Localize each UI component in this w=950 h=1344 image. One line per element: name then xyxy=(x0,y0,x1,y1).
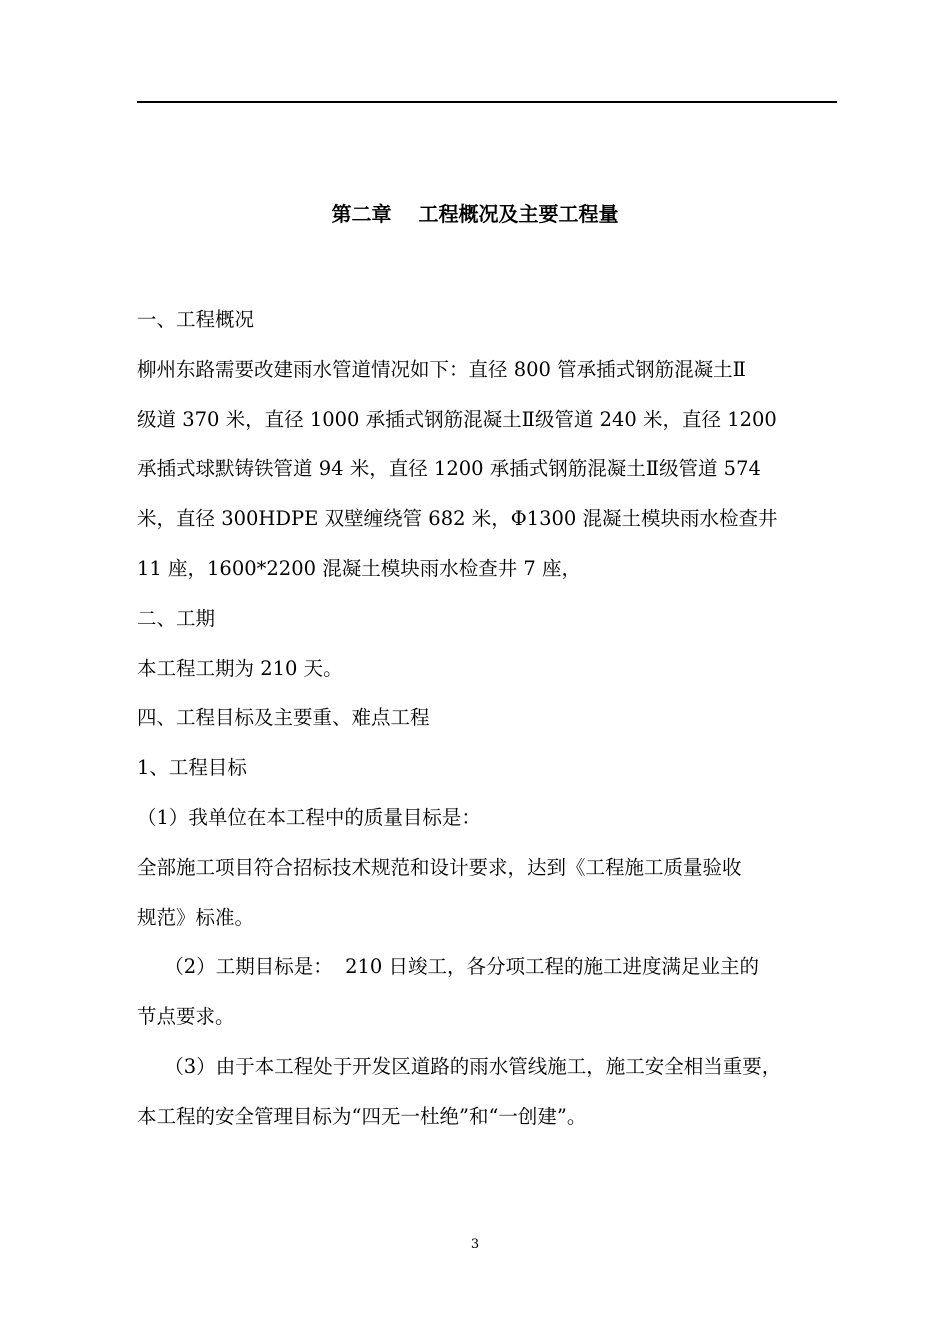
quality-goal-line: 规范》标准。 xyxy=(137,905,255,929)
overview-line: 级道 370 米，直径 1000 承插式钢筋混凝土Ⅱ级管道 240 米，直径 1200 xyxy=(137,407,777,431)
document-body xyxy=(137,295,837,1142)
schedule-text: 本工程工期为 210 天。 xyxy=(137,656,343,680)
section-heading-overview: 一、工程概况 xyxy=(137,308,255,331)
overview-line: 柳州东路需要改建雨水管道情况如下：直径 800 管承插式钢筋混凝土Ⅱ xyxy=(137,357,746,381)
overview-line: 米，直径 300HDPE 双壁缠绕管 682 米，Φ1300 混凝土模块雨水检查井 xyxy=(137,507,778,531)
section-heading-schedule: 二、工期 xyxy=(137,606,216,630)
header-rule xyxy=(137,101,837,103)
page-number: 3 xyxy=(470,1237,480,1252)
schedule-goal-line: 节点要求。 xyxy=(137,1005,235,1029)
safety-goal-line: （3）由于本工程处于开发区道路的雨水管线施工，施工安全相当重要， xyxy=(164,1054,782,1078)
quality-goal-line: 全部施工项目符合招标技术规范和设计要求，达到《工程施工质量验收 xyxy=(137,855,742,879)
safety-goal-line: 本工程的安全管理目标为“四无一杜绝”和“一创建”。 xyxy=(137,1104,587,1128)
schedule-goal-line: （2）工期目标是： 210 日竣工，各分项工程的施工进度满足业主的 xyxy=(164,955,760,979)
overview-line: 11 座，1600*2200 混凝土模块雨水检查井 7 座， xyxy=(137,556,582,580)
subsection-heading-project-goals: 1、工程目标 xyxy=(137,756,247,780)
section-heading-goals: 四、工程目标及主要重、难点工程 xyxy=(137,706,430,730)
overview-line: 承插式球默铸铁管道 94 米，直径 1200 承插式钢筋混凝土Ⅱ级管道 574 xyxy=(137,457,761,481)
quality-goal-intro: （1）我单位在本工程中的质量目标是： xyxy=(137,805,481,829)
chapter-title: 第二章 工程概况及主要工程量 xyxy=(331,202,619,226)
